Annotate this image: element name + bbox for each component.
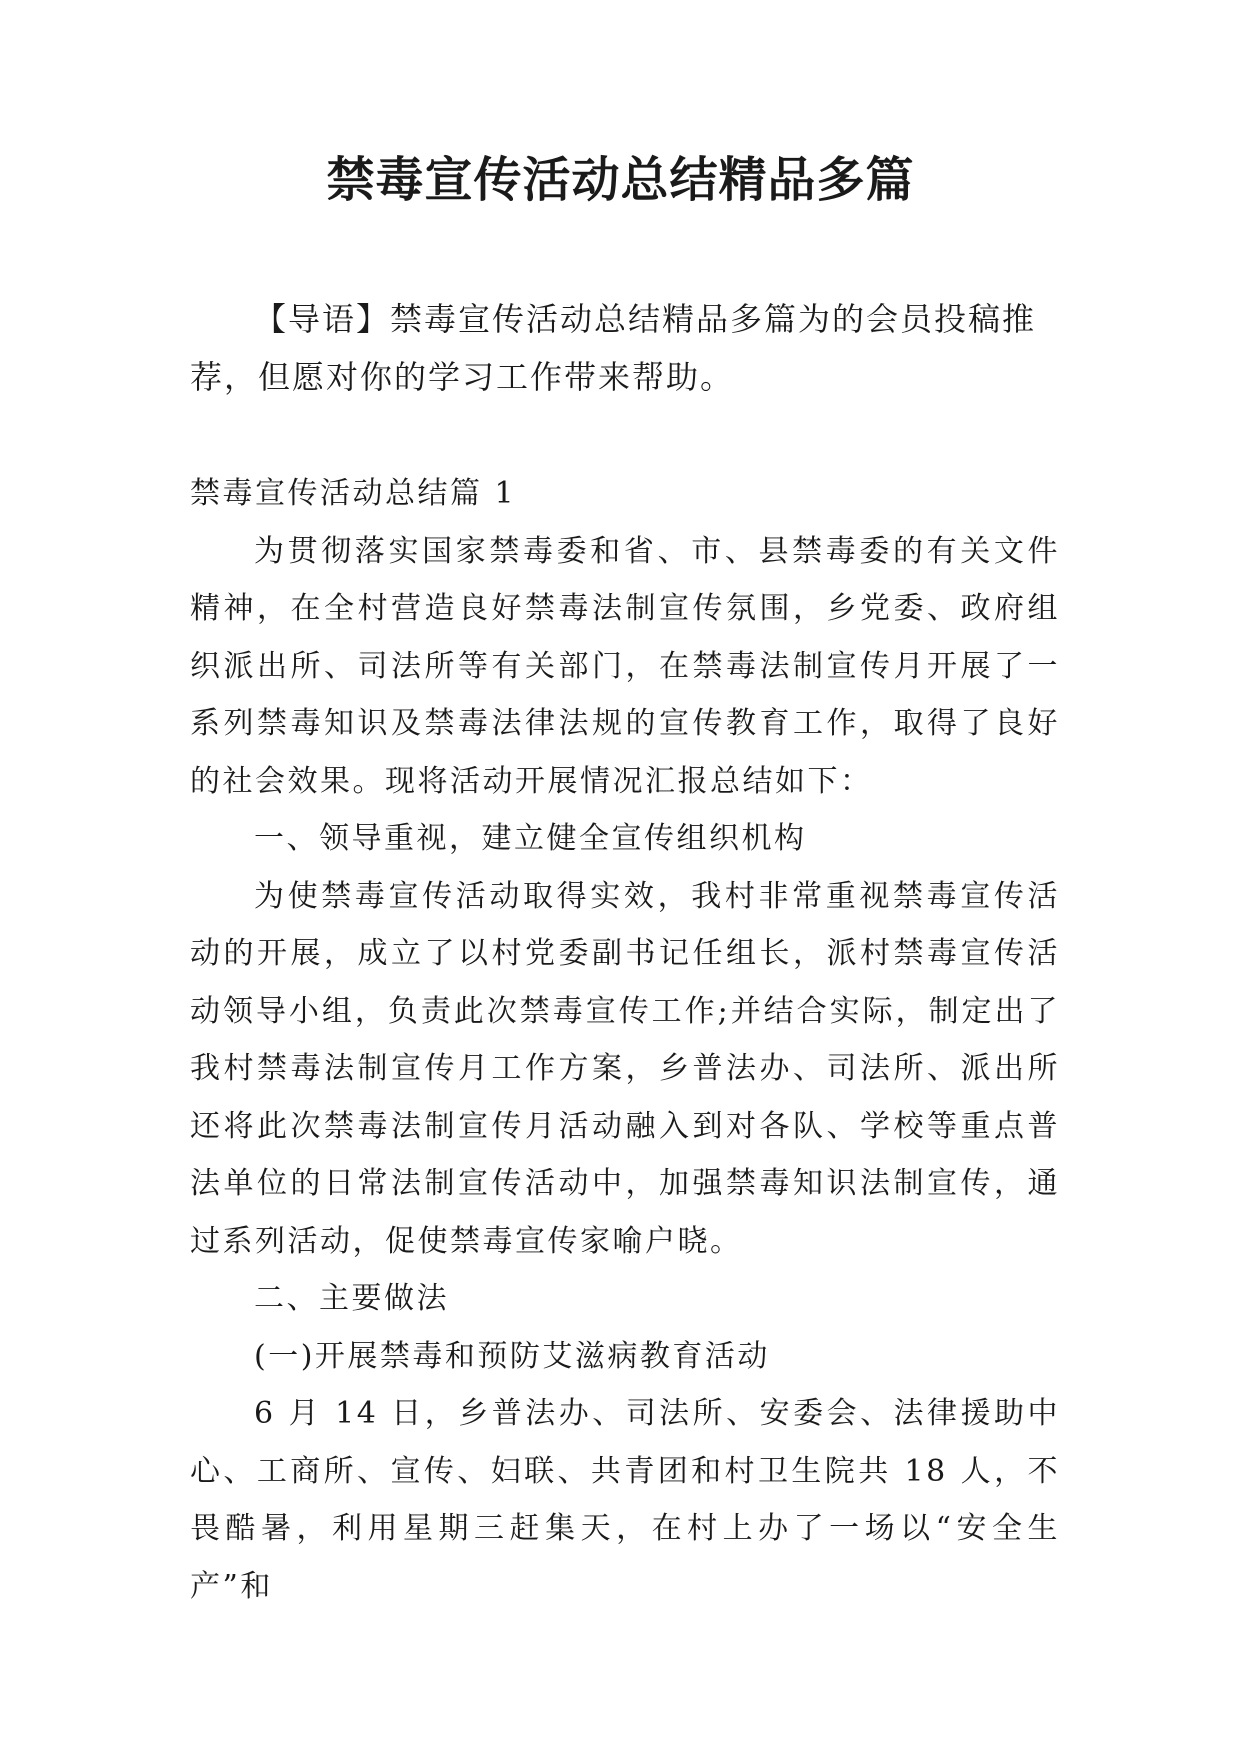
subheading-education-activity: (一)开展禁毒和预防艾滋病教育活动: [254, 1338, 770, 1374]
body-paragraph: 为贯彻落实国家禁毒委和省、市、县禁毒委的有关文件精神，在全村营造良好禁毒法制宣传氛围，乡党委、政府组织派出所、司法所等有关部门，在禁毒法制宣传月开展了一系列禁毒知识及禁毒法律法规的宣传教育工作，取得了良好的社会效果。现将活动开展情况汇报总结如下：: [190, 533, 1060, 799]
intro-paragraph: 【导语】禁毒宣传活动总结精品多篇为的会员投稿推荐，但愿对你的学习工作带来帮助。: [190, 300, 1037, 396]
subheading-main-practices: 二、主要做法: [254, 1281, 449, 1316]
body-paragraph: 6 月 14 日，乡普法办、司法所、安委会、法律援助中心、工商所、宣传、妇联、共青团和村卫生院共 18 人，不畏酷暑，利用星期三赶集天，在村上办了一场以“安全生产”和: [190, 1396, 1060, 1604]
document-title: 禁毒宣传活动总结精品多篇: [326, 152, 915, 208]
subheading-leadership: 一、领导重视，建立健全宣传组织机构: [254, 821, 807, 856]
section-heading: 禁毒宣传活动总结篇 1: [190, 476, 517, 511]
document-body: [190, 465, 1060, 1615]
body-paragraph: 为使禁毒宣传活动取得实效，我村非常重视禁毒宣传活动的开展，成立了以村党委副书记任组长，派村禁毒宣传活动领导小组，负责此次禁毒宣传工作;并结合实际，制定出了我村禁毒法制宣传月工作方案，乡普法办、司法所、派出所还将此次禁毒法制宣传月活动融入到对各队、学校等重点普法单位的日常法制宣传活动中，加强禁毒知识法制宣传，通过系列活动，促使禁毒宣传家喻户晓。: [190, 878, 1060, 1259]
